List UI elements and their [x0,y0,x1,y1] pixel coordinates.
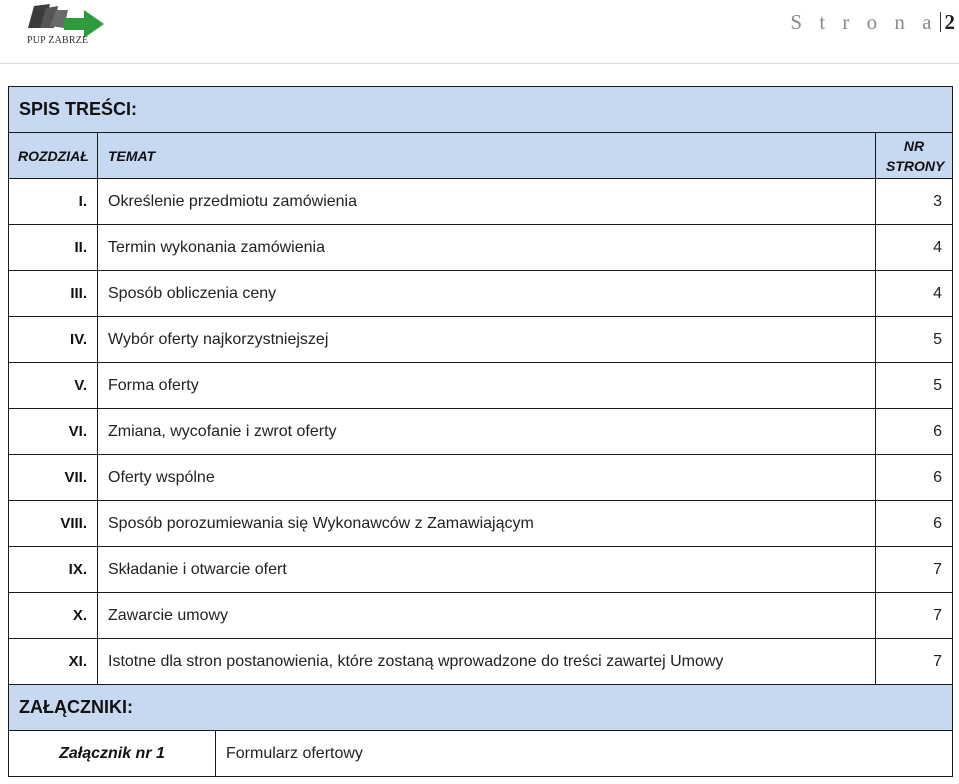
header-divider [0,63,959,64]
chapter-page: 4 [876,271,953,317]
chapter-number: I. [9,179,98,225]
chapter-topic: Istotne dla stron postanowienia, które zostaną wprowadzone do treści zawartej Umowy [98,639,876,685]
chapter-number: VI. [9,409,98,455]
toc-title-row [9,87,953,133]
chapter-number: VII. [9,455,98,501]
chapter-number: IV. [9,317,98,363]
column-header-chapter: ROZDZIAŁ [9,133,98,179]
logo-text: PUP ZABRZE [27,35,89,46]
page-number: 2 [944,10,955,34]
chapter-topic: Wybór oferty najkorzystniejszej [98,317,876,363]
chapter-number: XI. [9,639,98,685]
toc-header-row [9,133,953,179]
chapter-topic: Określenie przedmiotu zamówienia [98,179,876,225]
chapter-number: X. [9,593,98,639]
table-row [9,455,953,501]
table-row [9,225,953,271]
chapter-page: 6 [876,501,953,547]
chapter-page: 5 [876,317,953,363]
logo-graphic [24,2,108,38]
chapter-page: 3 [876,179,953,225]
header-separator [940,12,941,32]
chapter-page: 7 [876,593,953,639]
table-of-contents [8,86,953,777]
table-row [9,179,953,225]
chapter-page: 4 [876,225,953,271]
chapter-page: 7 [876,639,953,685]
chapter-page: 6 [876,455,953,501]
table-row [9,409,953,455]
attachment-row [9,731,953,777]
chapter-page: 7 [876,547,953,593]
attachment-description: Formularz ofertowy [216,731,953,777]
table-row [9,271,953,317]
chapter-topic: Oferty wspólne [98,455,876,501]
chapter-topic: Zawarcie umowy [98,593,876,639]
page-number-header [790,10,955,35]
attachments-title-row [9,685,953,731]
chapter-number: IX. [9,547,98,593]
chapter-topic: Sposób porozumiewania się Wykonawców z Zamawiającym [98,501,876,547]
page-word: S t r o n a [790,10,938,34]
table-row [9,639,953,685]
column-header-page: NR STRONY [876,133,953,179]
chapter-topic: Zmiana, wycofanie i zwrot oferty [98,409,876,455]
chapter-number: III. [9,271,98,317]
chapter-number: II. [9,225,98,271]
chapter-topic: Składanie i otwarcie ofert [98,547,876,593]
table-row [9,501,953,547]
table-row [9,363,953,409]
table-row [9,593,953,639]
chapter-topic: Forma oferty [98,363,876,409]
chapter-page: 5 [876,363,953,409]
attachment-name: Załącznik nr 1 [9,731,216,777]
table-row [9,317,953,363]
chapter-topic: Termin wykonania zamówienia [98,225,876,271]
chapter-number: V. [9,363,98,409]
chapter-page: 6 [876,409,953,455]
attachments-title: ZAŁĄCZNIKI: [9,685,953,731]
chapter-topic: Sposób obliczenia ceny [98,271,876,317]
column-header-topic: TEMAT [98,133,876,179]
pup-zabrze-logo [24,2,108,46]
chapter-number: VIII. [9,501,98,547]
table-row [9,547,953,593]
toc-title: SPIS TREŚCI: [9,87,953,133]
